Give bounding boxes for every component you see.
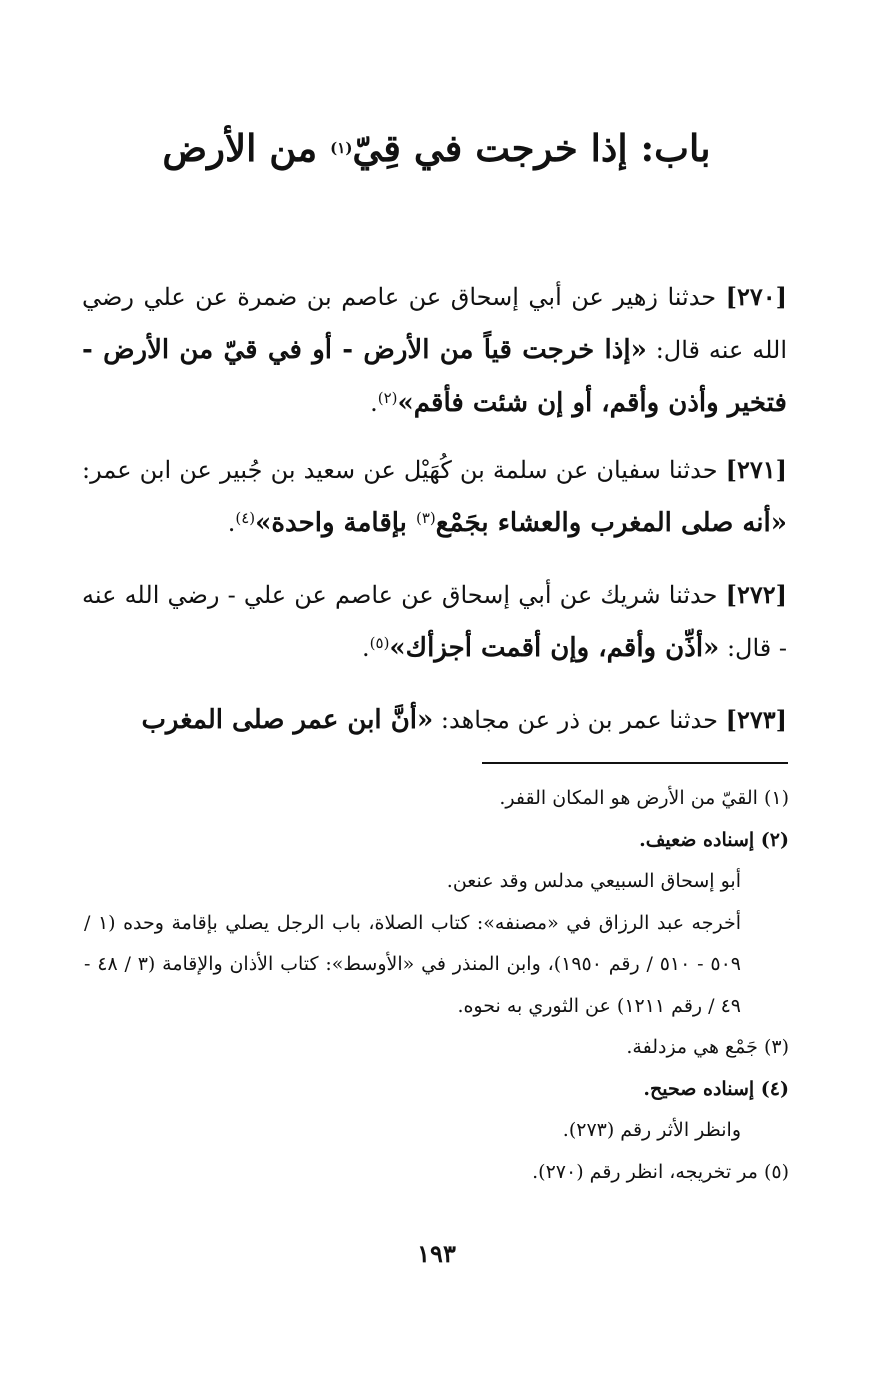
narration-quote: «إذا خرجت قياً من الأرض - أو في قيّ من الأرض - فتخير وأذن وأقم، أو إن شئت فأقم» [82,335,787,418]
page-number: ١٩٣ [417,1239,456,1268]
footnote-3 [84,1027,789,1069]
narration-273 [82,693,787,747]
footnote-text: إسناده صحيح. [643,1077,761,1100]
narration-quote: «أنه صلى المغرب والعشاء بجَمْع [435,508,787,538]
footnote-marker: (٢) [760,828,789,851]
footnote-ref: (٣) [415,509,436,527]
narration-270 [82,270,787,430]
narration-number: [٢٧١] [725,455,787,484]
footnote-ref: (٤) [235,509,256,527]
footnote-marker: (٥) [763,1160,789,1183]
narration-number: [٢٧٣] [725,705,787,734]
footnote-2 [84,820,789,862]
footnote-4-detail [84,1110,789,1152]
footnote-text: القيّ من الأرض هو المكان القفر. [499,787,764,809]
footnote-text: مر تخريجه، انظر رقم (٢٧٠). [532,1160,764,1183]
footnote-ref: (٢) [377,389,398,407]
footnote-text: أبو إسحاق السبيعي مدلس وقد عنعن. [446,870,741,892]
footnote-4 [84,1069,789,1111]
narration-quote: «أذِّن وأقم، وإن أقمت أجزأك» [389,633,720,663]
footnote-2-detail-2 [84,903,789,1028]
chapter-heading-text-end: من الأرض [162,126,331,170]
footnote-divider [482,762,788,764]
narration-chain: حدثنا عمر بن ذر عن مجاهد: [433,706,726,734]
footnote-text: أخرجه عبد الرزاق في «مصنفه»: كتاب الصلاة، باب الرجل يصلي بإقامة وحده (١ / ٥٠٩ - ٥١٠ / رقم ١٩٥٠)، وابن المنذر في «الأوسط»: كتاب الأذان والإقامة (٣ / ٤٨ - ٤٩ / رقم ١٢١١) عن الثوري به نحوه. [84,911,741,1017]
footnote-marker: (٣) [763,1036,789,1058]
footnote-text: وانظر الأثر رقم (٢٧٣). [562,1119,741,1141]
narration-quote-end: بإقامة واحدة» [255,508,416,538]
footnote-1 [84,778,789,820]
narration-271 [82,443,787,550]
heading-footnote-ref: (١) [330,139,353,157]
footnote-marker: (١) [763,787,789,809]
footnote-text: جَمْع هي مزدلفة. [626,1036,764,1058]
chapter-heading [80,118,793,178]
narration-chain: حدثنا شريك عن أبي إسحاق عن عاصم عن علي - رضي الله عنه - قال: [82,581,787,662]
narration-chain: حدثنا سفيان عن سلمة بن كُهَيْل عن سعيد بن جُبير عن ابن عمر: [82,456,726,484]
narration-tail: . [362,634,370,662]
footnote-5 [84,1152,789,1194]
footnotes-list [84,778,789,1193]
footnote-ref: (٥) [369,634,390,652]
narration-number: [٢٧٢] [725,580,787,609]
narration-tail: . [370,389,378,417]
narration-number: [٢٧٠] [725,282,787,311]
footnote-text: إسناده ضعيف. [639,828,761,851]
narration-chain: حدثنا زهير عن أبي إسحاق عن عاصم بن ضمرة عن علي رضي الله عنه قال: [82,283,787,364]
footnote-2-detail-1 [84,861,789,903]
narration-272 [82,568,787,675]
chapter-heading-text: باب: إذا خرجت في قِيّ [352,126,711,170]
narration-tail: . [227,509,236,537]
footnote-marker: (٤) [760,1077,789,1100]
narration-quote: «أنَّ ابن عمر صلى المغرب [141,705,434,735]
